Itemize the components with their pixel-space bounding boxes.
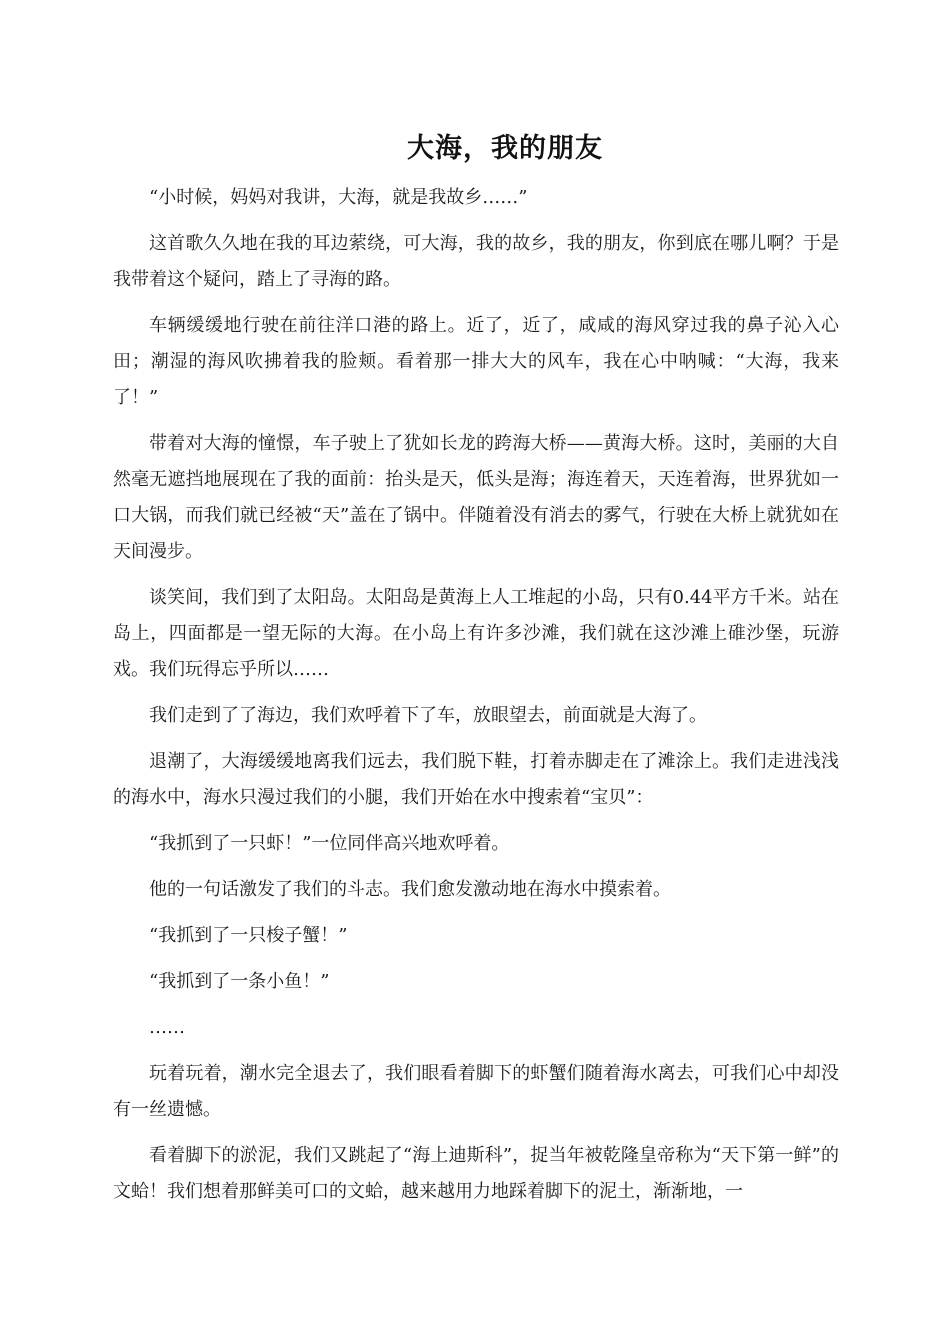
paragraph: 看着脚下的淤泥，我们又跳起了“海上迪斯科”，捉当年被乾隆皇帝称为“天下第一鲜”的文蛤！我们想着那鲜美可口的文蛤，越来越用力地踩着脚下的泥土，渐渐地，一 bbox=[113, 1145, 839, 1202]
document-title: 大海，我的朋友 bbox=[407, 133, 603, 164]
paragraph: “我抓到了一只虾！”一位同伴高兴地欢呼着。 bbox=[149, 833, 510, 854]
paragraph: “小时候，妈妈对我讲，大海，就是我故乡……” bbox=[149, 187, 528, 208]
paragraph: 退潮了，大海缓缓地离我们远去，我们脱下鞋，打着赤脚走在了滩涂上。我们走进浅浅的海水中，海水只漫过我们的小腿，我们开始在水中搜索着“宝贝”： bbox=[113, 751, 839, 808]
paragraph: 这首歌久久地在我的耳边萦绕，可大海，我的故乡，我的朋友，你到底在哪儿啊？于是我带着这个疑问，踏上了寻海的路。 bbox=[113, 233, 839, 290]
paragraph: “我抓到了一只梭子蟹！” bbox=[149, 925, 348, 946]
paragraph: 车辆缓缓地行驶在前往洋口港的路上。近了，近了，咸咸的海风穿过我的鼻子沁入心田；潮湿的海风吹拂着我的脸颊。看着那一排大大的风车，我在心中呐喊：“大海，我来了！” bbox=[113, 315, 839, 408]
paragraph: 带着对大海的憧憬，车子驶上了犹如长龙的跨海大桥——黄海大桥。这时，美丽的大自然毫无遮挡地展现在了我的面前：抬头是天，低头是海；海连着天，天连着海，世界犹如一口大锅，而我们就已经被“天”盖在了锅中。伴随着没有消去的雾气，行驶在大桥上就犹如在天间漫步。 bbox=[113, 433, 839, 562]
paragraph: …… bbox=[149, 1017, 185, 1038]
paragraph: “我抓到了一条小鱼！” bbox=[149, 971, 330, 992]
paragraph: 他的一句话激发了我们的斗志。我们愈发激动地在海水中摸索着。 bbox=[149, 879, 671, 900]
paragraph: 我们走到了了海边，我们欢呼着下了车，放眼望去，前面就是大海了。 bbox=[149, 705, 707, 726]
paragraph: 谈笑间，我们到了太阳岛。太阳岛是黄海上人工堆起的小岛，只有0.44平方千米。站在岛上，四面都是一望无际的大海。在小岛上有许多沙滩，我们就在这沙滩上碓沙堡，玩游戏。我们玩得忘乎所以…… bbox=[113, 587, 839, 680]
paragraph: 玩着玩着，潮水完全退去了，我们眼看着脚下的虾蟹们随着海水离去，可我们心中却没有一丝遗憾。 bbox=[113, 1063, 839, 1120]
document-body bbox=[113, 180, 839, 1220]
